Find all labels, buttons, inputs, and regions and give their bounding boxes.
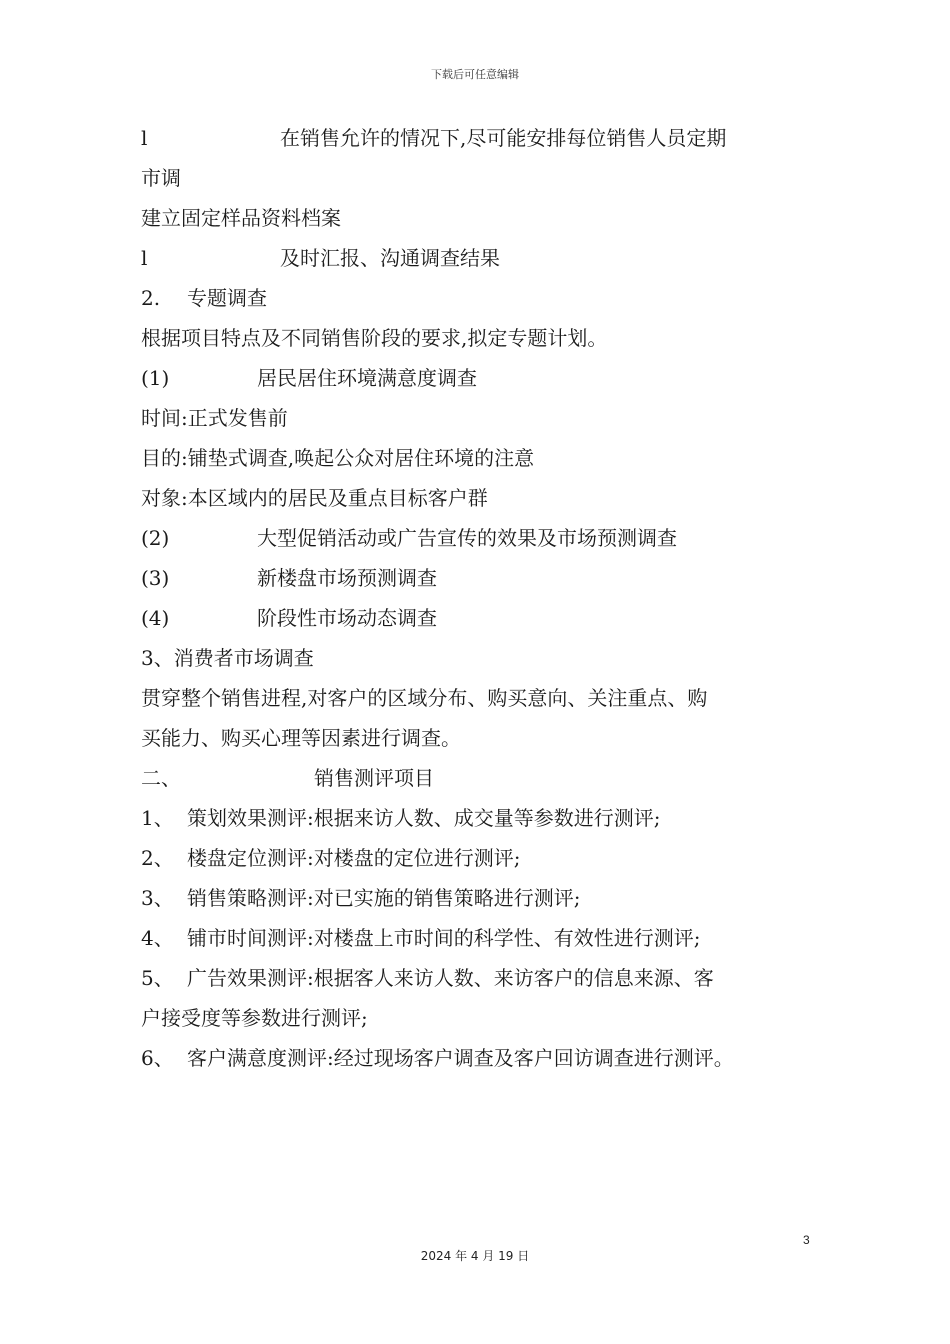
line-text: 市调 bbox=[141, 166, 181, 190]
text-line bbox=[141, 678, 841, 718]
line-text: 贯穿整个销售进程,对客户的区域分布、购买意向、关注重点、购 bbox=[141, 686, 708, 710]
list-item bbox=[141, 798, 841, 838]
bullet-line bbox=[141, 238, 841, 278]
text-line bbox=[141, 158, 841, 198]
list-item bbox=[141, 358, 841, 398]
bullet-marker: l bbox=[141, 126, 148, 150]
line-text: 策划效果测评:根据来访人数、成交量等参数进行测评; bbox=[187, 806, 661, 830]
text-line bbox=[141, 398, 841, 438]
list-number: 1、 bbox=[141, 806, 174, 830]
text-line bbox=[141, 318, 841, 358]
list-number: 6、 bbox=[141, 1046, 174, 1070]
list-item bbox=[141, 1038, 841, 1078]
text-line bbox=[141, 998, 841, 1038]
line-text: 居民居住环境满意度调查 bbox=[257, 366, 477, 390]
section-number: 二、 bbox=[141, 766, 181, 790]
line-text: 对象:本区域内的居民及重点目标客户群 bbox=[141, 486, 488, 510]
text-line bbox=[141, 718, 841, 758]
line-text: 销售测评项目 bbox=[314, 766, 434, 790]
line-text: 销售策略测评:对已实施的销售策略进行测评; bbox=[187, 886, 581, 910]
line-text: 买能力、购买心理等因素进行调查。 bbox=[141, 726, 461, 750]
line-text: 及时汇报、沟通调查结果 bbox=[280, 246, 500, 270]
list-item bbox=[141, 958, 841, 998]
line-text: 广告效果测评:根据客人来访人数、来访客户的信息来源、客 bbox=[187, 966, 714, 990]
list-item bbox=[141, 558, 841, 598]
line-text: 阶段性市场动态调查 bbox=[257, 606, 437, 630]
list-number: 3、 bbox=[141, 886, 174, 910]
list-number: (4) bbox=[141, 606, 170, 630]
line-text: 建立固定样品资料档案 bbox=[141, 206, 341, 230]
list-number: (2) bbox=[141, 526, 170, 550]
list-item bbox=[141, 878, 841, 918]
list-number: (3) bbox=[141, 566, 170, 590]
section-heading bbox=[141, 278, 841, 318]
text-line bbox=[141, 478, 841, 518]
page-header: 下载后可任意编辑 bbox=[431, 68, 519, 81]
list-item bbox=[141, 518, 841, 558]
list-item bbox=[141, 918, 841, 958]
line-text: 在销售允许的情况下,尽可能安排每位销售人员定期 bbox=[280, 126, 727, 150]
bullet-line bbox=[141, 118, 841, 158]
line-text: 户接受度等参数进行测评; bbox=[141, 1006, 368, 1030]
line-text: 楼盘定位测评:对楼盘的定位进行测评; bbox=[187, 846, 521, 870]
bullet-marker: l bbox=[141, 246, 148, 270]
line-text: 大型促销活动或广告宣传的效果及市场预测调查 bbox=[257, 526, 677, 550]
document-body bbox=[141, 118, 841, 1078]
list-item bbox=[141, 838, 841, 878]
line-text: 新楼盘市场预测调查 bbox=[257, 566, 437, 590]
line-text: 客户满意度测评:经过现场客户调查及客户回访调查进行测评。 bbox=[187, 1046, 734, 1070]
text-line bbox=[141, 438, 841, 478]
line-text: 3、消费者市场调查 bbox=[141, 646, 314, 670]
section-heading bbox=[141, 638, 841, 678]
list-number: 5、 bbox=[141, 966, 174, 990]
line-text: 铺市时间测评:对楼盘上市时间的科学性、有效性进行测评; bbox=[187, 926, 701, 950]
page-number: 3 bbox=[803, 1233, 810, 1247]
list-number: 2、 bbox=[141, 846, 174, 870]
line-text: 根据项目特点及不同销售阶段的要求,拟定专题计划。 bbox=[141, 326, 608, 350]
line-text: 专题调查 bbox=[187, 286, 267, 310]
line-text: 时间:正式发售前 bbox=[141, 406, 288, 430]
list-number: 4、 bbox=[141, 926, 174, 950]
text-line bbox=[141, 198, 841, 238]
section-number: 2. bbox=[141, 286, 161, 310]
section-heading bbox=[141, 758, 841, 798]
list-item bbox=[141, 598, 841, 638]
list-number: (1) bbox=[141, 366, 170, 390]
line-text: 目的:铺垫式调查,唤起公众对居住环境的注意 bbox=[141, 446, 535, 470]
page-footer-date: 2024 年 4 月 19 日 bbox=[420, 1249, 530, 1263]
